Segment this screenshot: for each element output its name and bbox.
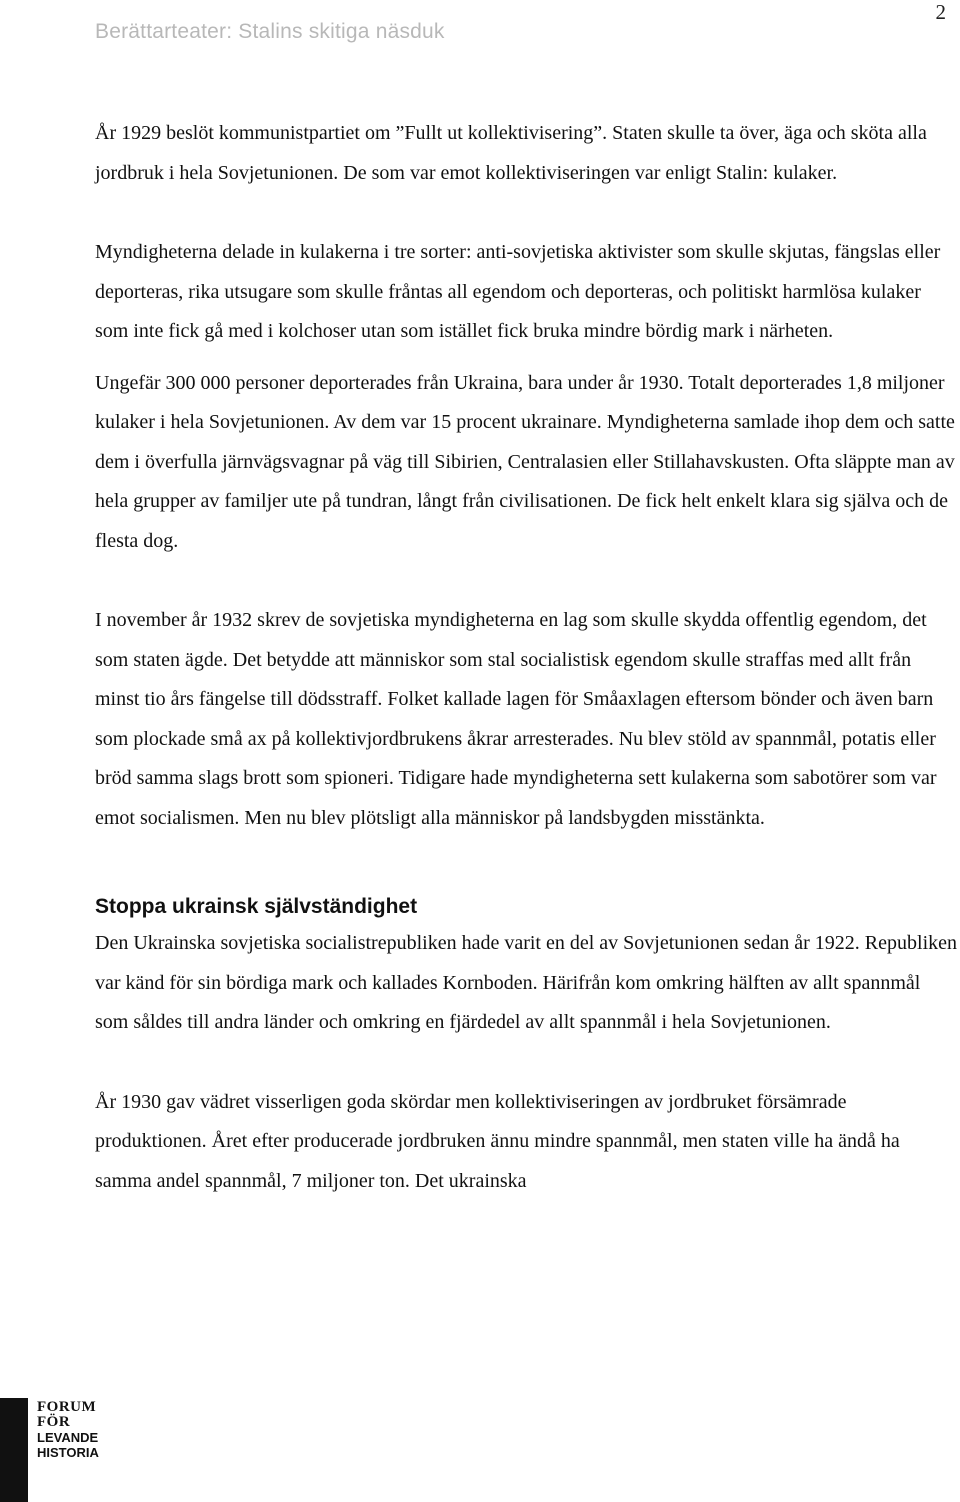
logo-line-1: FORUM — [37, 1399, 97, 1415]
section-heading: Stoppa ukrainsk självständighet — [95, 895, 418, 918]
section-paragraph-2: År 1930 gav vädret visserligen goda skördar men kollektiviseringen av jordbruket försämrade produktionen. Året efter producerade jordbruken ännu mindre spannmål, men staten ville ha ändå ha samma andel spannmål, 7 miljoner ton. Det ukrainska — [95, 1090, 900, 1192]
document-body — [95, 114, 957, 1201]
paragraph-4: I november år 1932 skrev de sovjetiska myndigheterna en lag som skulle skydda offentlig egendom, det som staten ägde. Det betydde att människor som stal socialistisk egendom skulle straffas med allt från minst tio års fängelse till dödsstraff. Folket kallade lagen för Småaxlagen eftersom bönder och även barn som plockade små ax på kollektivjordbrukens åkrar arresterades. Nu blev stöld av spannmål, potatis eller bröd samma slags brott som spioneri. Tidigare hade myndigheterna sett kulakerna som sabotörer som var emot socialismen. Men nu blev plötsligt alla människor på landsbygden misstänkta. — [95, 609, 937, 829]
logo-line-3: LEVANDE — [37, 1430, 99, 1445]
logo-text — [37, 1400, 99, 1460]
logo-line-4: HISTORIA — [37, 1445, 99, 1460]
document-header-title: Berättarteater: Stalins skitiga näsduk — [95, 20, 445, 43]
paragraph-2: Myndigheterna delade in kulakerna i tre sorter: anti-sovjetiska aktivister som skulle skjutas, fängslas eller deporteras, rika utsugare som skulle fråntas all egendom och deporteras, och politiskt harmlösa kulaker som inte fick gå med i kolchoser utan som istället fick bruka mindre bördig mark i närheten. — [95, 241, 941, 342]
logo-bar-icon — [0, 1398, 28, 1502]
logo-line-2: FÖR — [37, 1414, 71, 1430]
section-paragraph-1: Den Ukrainska sovjetiska socialistrepubliken hade varit en del av Sovjetunionen sedan år 1922. Republiken var känd för sin bördiga mark och kallades Kornboden. Härifrån kom omkring hälften av allt spannmål som såldes till andra länder och omkring en fjärdedel av allt spannmål i hela Sovjetunionen. — [95, 932, 958, 1033]
paragraph-3: Ungefär 300 000 personer deporterades från Ukraina, bara under år 1930. Totalt deporterades 1,8 miljoner kulaker i hela Sovjetunionen. Av dem var 15 procent ukrainare. Myndigheterna samlade ihop dem och satte dem i överfulla järnvägsvagnar på väg till Sibirien, Centralasien eller Stillahavskusten. Ofta släppte man av hela grupper av familjer ute på tundran, långt från civilisationen. De fick helt enkelt klara sig själva och de flesta dog. — [95, 371, 955, 552]
forum-for-levande-historia-logo — [0, 1398, 110, 1502]
page-number: 2 — [935, 0, 946, 24]
paragraph-1: År 1929 beslöt kommunistpartiet om ”Fullt ut kollektivisering”. Staten skulle ta över, äga och sköta alla jordbruk i hela Sovjetunionen. De som var emot kollektiviseringen var enligt Stalin: kulaker. — [95, 122, 927, 184]
